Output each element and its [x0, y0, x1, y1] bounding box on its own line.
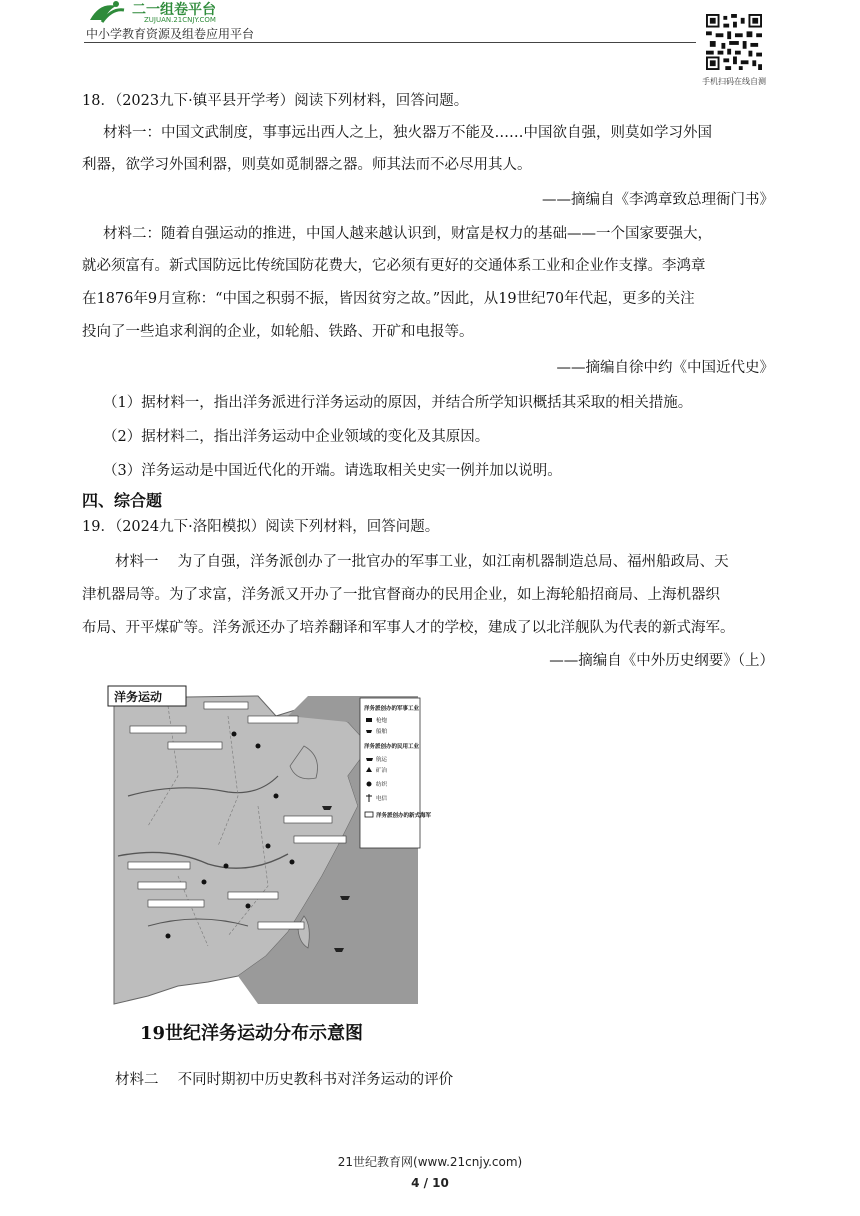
legend-civil-header: 洋务派创办的民用工业: [364, 744, 420, 750]
page-number: 4 / 10: [411, 1176, 449, 1190]
map-title: 洋务运动: [114, 690, 163, 704]
legend-item-mining: 矿冶: [376, 768, 388, 774]
q19-stem: 19．（2024九下·洛阳模拟）阅读下列材料，回答问题。: [82, 519, 440, 535]
q19-material1-source: ——摘编自《中外历史纲要》（上）: [549, 653, 774, 669]
legend-item-shipping: 航运: [376, 757, 388, 763]
q18-sub1: （1）据材料一，指出洋务派进行洋务运动的原因，并结合所学知识概括其采取的相关措施。: [103, 395, 693, 411]
q18-material1-line1: 材料一：中国文武制度，事事远出西人之上，独火器万不能及……中国欲自强，则莫如学习外国: [103, 125, 712, 141]
yangwu-map: [108, 686, 432, 1016]
map-caption: 19世纪洋务运动分布示意图: [140, 1023, 364, 1044]
q19-material1-line3: 布局、开平煤矿等。洋务派还办了培养翻译和军事人才的学校，建成了以北洋舰队为代表的新式海军。: [82, 620, 735, 636]
legend-item-telegraph: 电信: [376, 796, 388, 802]
section-title: 四、综合题: [82, 491, 163, 510]
logo-title: 二一组卷平台: [132, 2, 216, 18]
legend-item-textile: 纺织: [376, 782, 388, 788]
zujuan-logo: [86, 0, 276, 24]
q18-sub2: （2）据材料二，指出洋务运动中企业领域的变化及其原因。: [103, 429, 490, 445]
legend-item-ships: 船舶: [376, 729, 388, 735]
map-figure: [108, 686, 432, 1046]
legend-military-header: 洋务派创办的军事工业: [364, 706, 420, 712]
q18-material2-line2: 就必须富有。新式国防远比传统国防花费大，它必须有更好的交通体系工业和企业作支撑。李鸿章: [82, 258, 706, 274]
q18-material1-source: ——摘编自《李鸿章致总理衙门书》: [542, 192, 774, 208]
q18-material2-line1: 材料二：随着自强运动的推进，中国人越来越认识到，财富是权力的基础——一个国家要强大，: [103, 226, 712, 242]
legend-navy-header: 洋务派创办的新式海军: [376, 813, 432, 819]
qr-code-icon[interactable]: [706, 14, 762, 70]
brand-subtitle: 中小学教育资源及组卷应用平台: [86, 27, 255, 41]
q18-stem: 18．（2023九下·镇平县开学考）阅读下列材料，回答问题。: [82, 93, 469, 109]
q18-material2-line4: 投向了一些追求利润的企业，如轮船、铁路、开矿和电报等。: [82, 324, 474, 340]
q19-material1-line1: 材料一 为了自强，洋务派创办了一批官办的军事工业，如江南机器制造总局、福州船政局、天: [115, 554, 729, 570]
q18-material2-line3: 在1876年9月宣称：“中国之积弱不振，皆因贫穷之故。”因此，从19世纪70年代起，更多的关注: [82, 291, 695, 307]
q18-material1-line2: 利器，欲学习外国利器，则莫如觅制器之器。师其法而不必尽用其人。: [82, 157, 532, 173]
q18-sub3: （3）洋务运动是中国近代化的开端。请选取相关史实一例并加以说明。: [103, 463, 562, 479]
header-divider: [84, 42, 696, 43]
q19-material2-line: 材料二 不同时期初中历史教科书对洋务运动的评价: [115, 1072, 454, 1088]
qr-caption: 手机扫码在线自测: [702, 77, 766, 86]
footer-site[interactable]: 21世纪教育网(www.21cnjy.com): [337, 1155, 523, 1169]
q19-material1-line2: 津机器局等。为了求富，洋务派又开办了一批官督商办的民用企业，如上海轮船招商局、上海机器织: [82, 587, 720, 603]
legend-item-guns: 枪炮: [376, 718, 388, 724]
logo-url: ZUJUAN.21CNJY.COM: [144, 16, 216, 24]
q18-material2-source: ——摘编自徐中约《中国近代史》: [556, 360, 774, 376]
